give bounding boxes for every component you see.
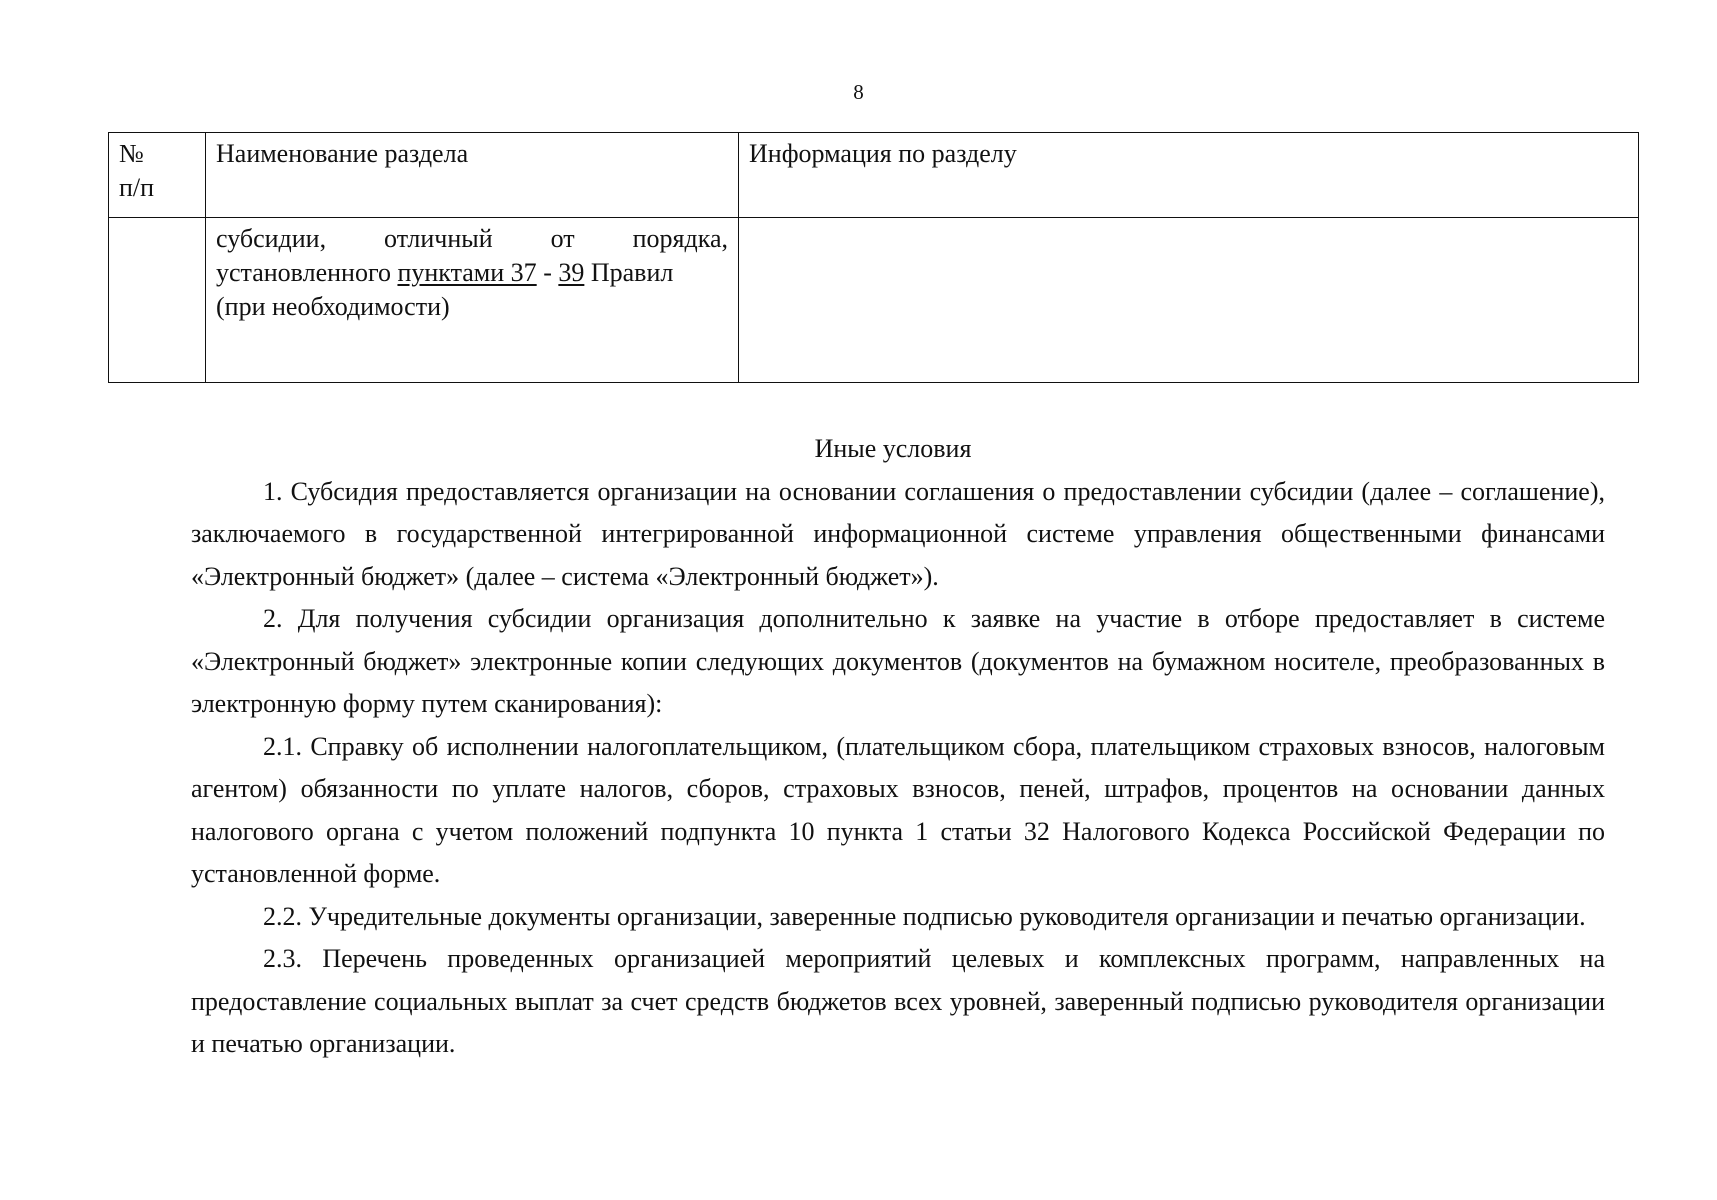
header-number-abbr: п/п <box>119 173 155 202</box>
paragraph-2-2: 2.2. Учредительные документы организации, заверенные подписью руководителя организации и печатью организации. <box>263 901 1586 931</box>
paragraph-2-1: 2.1. Справку об исполнении налогоплательщиком, (плательщиком сбора, плательщиком страховых взносов, налоговым агентом) обязанности по уплате налогов, сборов, страховых взносов, пеней, штрафов, процентов на основании данных налогового органа с учетом положений подпункта 10 пункта 1 статьи 32 Налогового Кодекса Российской Федерации по установленной форме. <box>191 731 1605 888</box>
paragraph-2: 2. Для получения субсидии организация дополнительно к заявке на участие в отборе предоставляет в системе «Электронный бюджет» электронные копии следующих документов (документов на бумажном носителе, преобразованных в электронную форму путем сканирования): <box>191 604 1605 718</box>
header-number-symbol: № <box>119 139 144 168</box>
other-conditions-section <box>191 428 1605 1066</box>
row-name-line-3: (при необходимости) <box>216 292 450 321</box>
rules-points-link[interactable]: пунктами 37 <box>397 258 537 287</box>
row-name-dash: - <box>536 258 559 287</box>
section-title: Иные условия <box>814 434 972 463</box>
header-info-cell: Информация по разделу <box>739 133 1639 218</box>
sections-table <box>108 132 1639 383</box>
header-name-cell: Наименование раздела <box>206 133 739 218</box>
row-name-cell <box>206 218 739 383</box>
header-number-cell <box>109 133 206 218</box>
row-number-cell <box>109 218 206 383</box>
page-number: 8 <box>853 80 864 104</box>
row-info-cell <box>739 218 1639 383</box>
paragraph-1: 1. Субсидия предоставляется организации на основании соглашения о предоставлении субсидии (далее – соглашение), заключаемого в государственной интегрированной информационной системе управления общественными финансами «Электронный бюджет» (далее – система «Электронный бюджет»). <box>191 476 1605 591</box>
row-name-line-1: субсидии, отличный от порядка, <box>216 224 728 253</box>
row-name-line-2 <box>216 256 728 290</box>
rules-point-39-link[interactable]: 39 <box>558 258 585 287</box>
row-name-prefix: установленного <box>216 258 398 287</box>
table-row <box>109 218 1639 383</box>
paragraph-2-3: 2.3. Перечень проведенных организацией мероприятий целевых и комплексных программ, направленных на предоставление социальных выплат за счет средств бюджетов всех уровней, заверенный подписью руководителя организации и печатью организации. <box>191 944 1605 1058</box>
table-header-row <box>109 133 1639 218</box>
row-name-suffix: Правил <box>584 258 674 287</box>
